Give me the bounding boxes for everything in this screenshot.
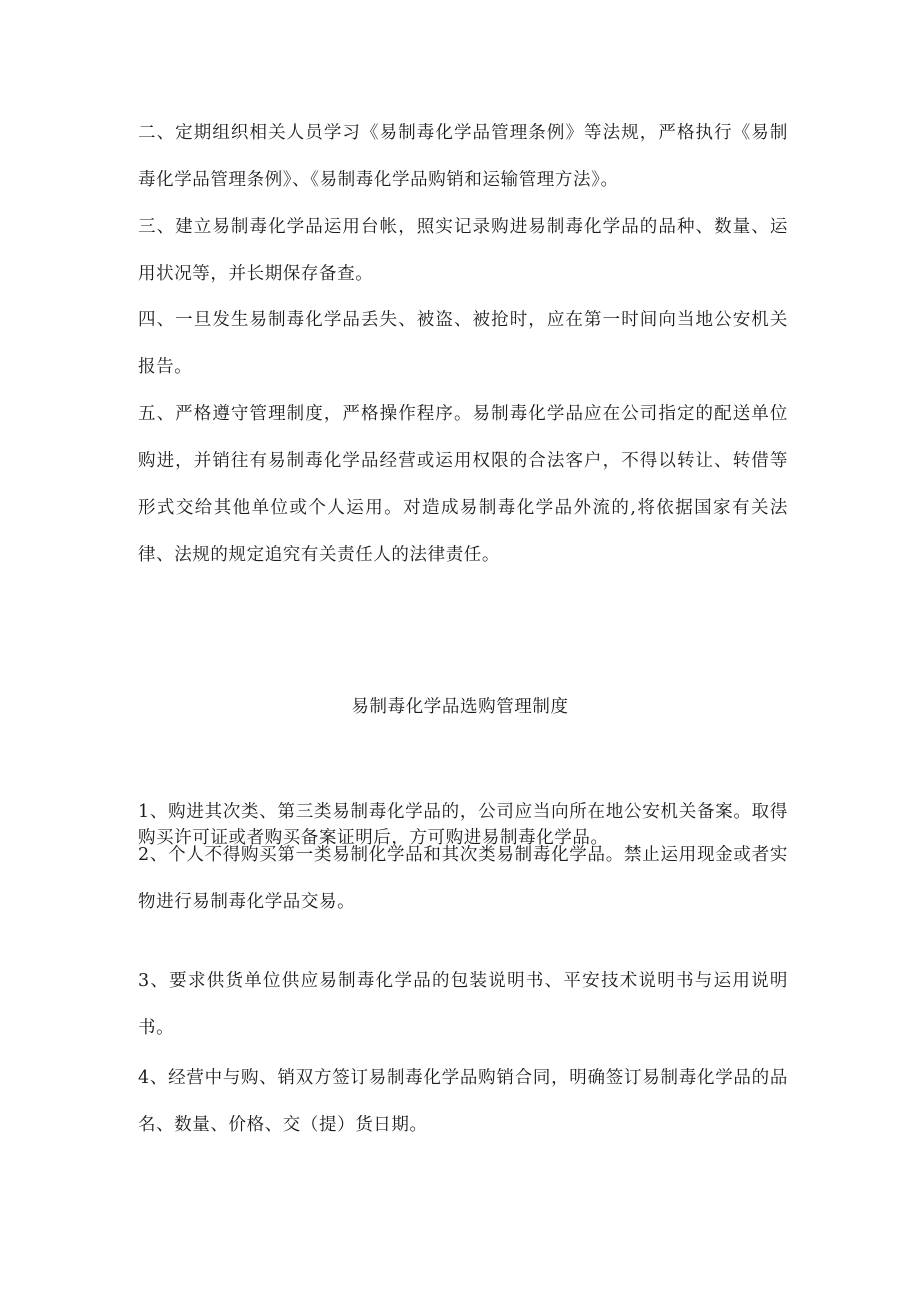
- paragraph-4: 四、一旦发生易制毒化学品丢失、被盗、被抢时，应在第一时间向当地公安机关报告。: [138, 310, 788, 377]
- rule-3: 3、要求供货单位供应易制毒化学品的包装说明书、平安技术说明书与运用说明书。: [138, 971, 788, 1038]
- paragraph-5: 五、严格遵守管理制度，严格操作程序。易制毒化学品应在公司指定的配送单位购进，并销往有易制毒化学品经营或运用权限的合法客户，不得以转让、转借等形式交给其他单位或个人运用。对造成易制毒化学品外流的,将依据国家有关法律、法规的规定追究有关责任人的法律责任。: [138, 404, 788, 565]
- rule-2: 2、个人不得购买第一类易制化学品和其次类易制毒化学品。禁止运用现金或者实物进行易制毒化学品交易。: [138, 845, 788, 912]
- rule-4: 4、经营中与购、销双方签订易制毒化学品购销合同，明确签订易制毒化学品的品名、数量、价格、交（提）货日期。: [138, 1068, 788, 1135]
- paragraph-3: 三、建立易制毒化学品运用台帐，照实记录购进易制毒化学品的品种、数量、运用状况等，并长期保存备查。: [138, 217, 788, 284]
- section-title: 易制毒化学品选购管理制度: [351, 697, 569, 717]
- paragraph-2: 二、定期组织相关人员学习《易制毒化学品管理条例》等法规，严格执行《易制毒化学品管理条例》、《易制毒化学品购销和运输管理方法》。: [138, 123, 788, 190]
- rule-1: 1、购进其次类、第三类易制毒化学品的，公司应当向所在地公安机关备案。取得购买许可证或者购买备案证明后，方可购进易制毒化学品。: [138, 802, 788, 848]
